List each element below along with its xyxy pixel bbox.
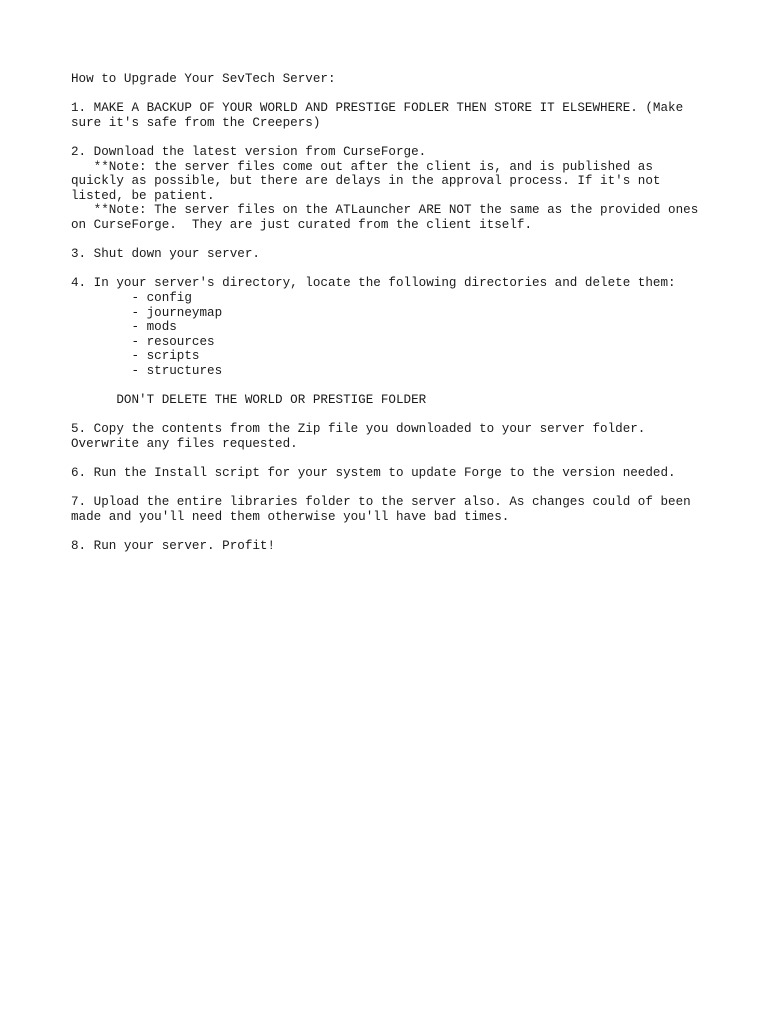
- document-text: How to Upgrade Your SevTech Server: 1. MAKE A BACKUP OF YOUR WORLD AND PRESTIGE FODLER THEN STORE IT ELSEWHERE. (Make sure it's safe from the Creepers) 2. Download the latest version from CurseForge. **Note: the server files come out after the client is, and is published as quickly as possible, but there are delays in the approval process. If it's not listed, be patient. **Note: The server files on the ATLauncher ARE NOT the same as the provided ones on CurseForge. They are just curated from the client itself. 3. Shut down your server. 4. In your server's directory, locate the following directories and delete them: - config - journeymap - mods - resources - scripts - structures DON'T DELETE THE WORLD OR PRESTIGE FOLDER 5. Copy the contents from the Zip file you downloaded to your server folder. Overwrite any files requested. 6. Run the Install script for your system to update Forge to the version needed. 7. Upload the entire libraries folder to the server also. As changes could of been made and you'll need them otherwise you'll have bad times. 8. Run your server. Profit!: [71, 72, 699, 553]
- document-page: [71, 72, 751, 554]
